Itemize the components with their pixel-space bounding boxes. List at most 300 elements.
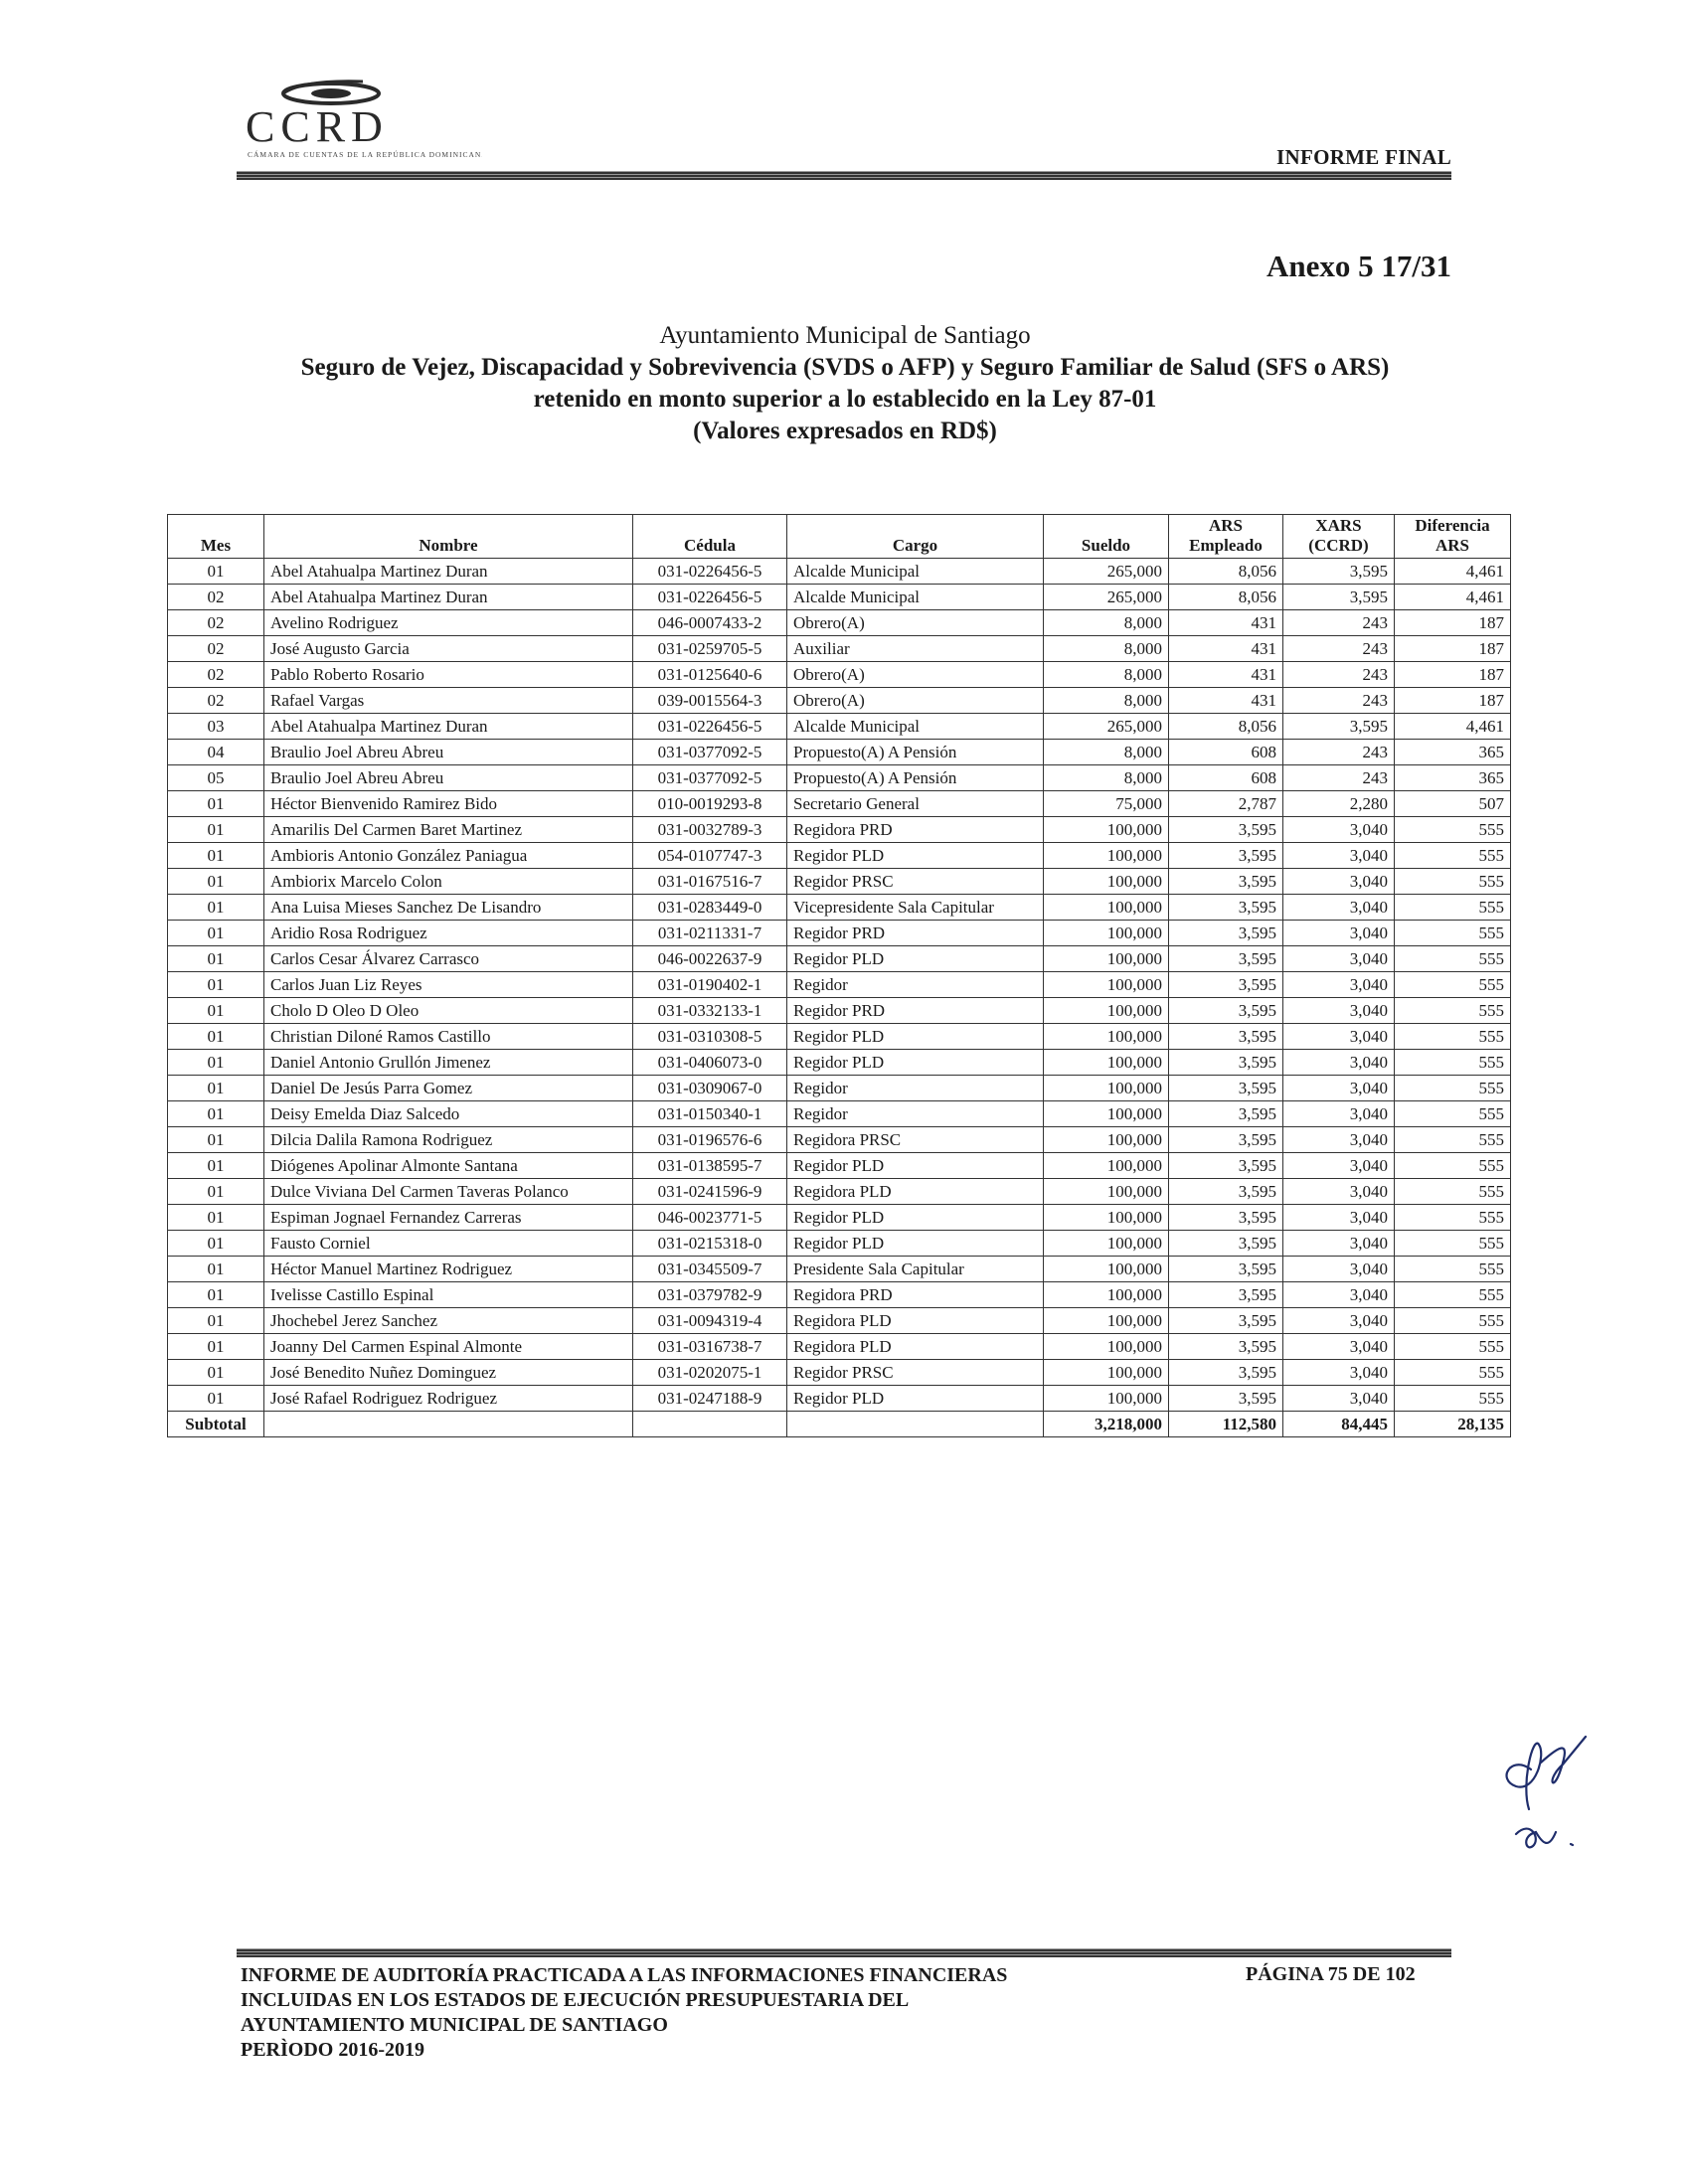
cell-sueldo: 100,000 <box>1044 1386 1169 1412</box>
cell-ars: 3,595 <box>1169 1231 1283 1257</box>
cell-xars: 3,040 <box>1283 1205 1395 1231</box>
cell-xars: 3,040 <box>1283 998 1395 1024</box>
cell-sueldo: 100,000 <box>1044 1334 1169 1360</box>
cell-dif: 555 <box>1395 1334 1511 1360</box>
cell-xars: 3,040 <box>1283 1153 1395 1179</box>
table-row <box>168 1153 1511 1179</box>
cell-nombre: Ivelisse Castillo Espinal <box>264 1282 633 1308</box>
cell-xars: 3,595 <box>1283 585 1395 610</box>
cell-mes: 01 <box>168 972 264 998</box>
cell-xars: 243 <box>1283 765 1395 791</box>
cell-sueldo: 100,000 <box>1044 1360 1169 1386</box>
subtotal-label: Subtotal <box>168 1412 264 1437</box>
cell-ars: 3,595 <box>1169 1308 1283 1334</box>
cell-nombre: Abel Atahualpa Martinez Duran <box>264 585 633 610</box>
cell-cedula: 054-0107747-3 <box>633 843 787 869</box>
cell-ars: 3,595 <box>1169 1179 1283 1205</box>
cell-nombre: José Augusto Garcia <box>264 636 633 662</box>
cell-cargo: Regidor PLD <box>787 1050 1044 1076</box>
table-row <box>168 1205 1511 1231</box>
cell-cargo: Regidor PRSC <box>787 1360 1044 1386</box>
cell-xars: 243 <box>1283 740 1395 765</box>
cell-nombre: Carlos Juan Liz Reyes <box>264 972 633 998</box>
table-row <box>168 1308 1511 1334</box>
handwritten-signature <box>1491 1725 1601 1874</box>
cell-cargo: Regidora PLD <box>787 1334 1044 1360</box>
units-title: (Valores expresados en RD$) <box>693 418 997 444</box>
table-row <box>168 817 1511 843</box>
cell-cedula: 031-0309067-0 <box>633 1076 787 1101</box>
cell-cedula: 046-0022637-9 <box>633 946 787 972</box>
header-xars: XARS (CCRD) <box>1283 515 1395 559</box>
cell-sueldo: 100,000 <box>1044 1153 1169 1179</box>
cell-ars: 3,595 <box>1169 1127 1283 1153</box>
cell-nombre: Jhochebel Jerez Sanchez <box>264 1308 633 1334</box>
header-mes: Mes <box>168 515 264 559</box>
table-row <box>168 740 1511 765</box>
cell-ars: 3,595 <box>1169 895 1283 921</box>
cell-ars: 3,595 <box>1169 1257 1283 1282</box>
cell-mes: 01 <box>168 1308 264 1334</box>
cell-mes: 02 <box>168 688 264 714</box>
cell-dif: 555 <box>1395 946 1511 972</box>
cell-ars: 8,056 <box>1169 714 1283 740</box>
cell-mes: 01 <box>168 1231 264 1257</box>
cell-mes: 01 <box>168 1360 264 1386</box>
cell-xars: 3,040 <box>1283 817 1395 843</box>
cell-cedula: 046-0007433-2 <box>633 610 787 636</box>
cell-cedula: 031-0283449-0 <box>633 895 787 921</box>
subtotal-sueldo: 3,218,000 <box>1044 1412 1169 1437</box>
cell-mes: 03 <box>168 714 264 740</box>
cell-xars: 3,040 <box>1283 1179 1395 1205</box>
cell-sueldo: 265,000 <box>1044 585 1169 610</box>
table-row <box>168 1050 1511 1076</box>
cell-cedula: 031-0190402-1 <box>633 972 787 998</box>
table-row <box>168 895 1511 921</box>
cell-cedula: 031-0226456-5 <box>633 714 787 740</box>
cell-cargo: Regidor PRSC <box>787 869 1044 895</box>
cell-sueldo: 8,000 <box>1044 740 1169 765</box>
cell-mes: 01 <box>168 1257 264 1282</box>
cell-cedula: 031-0259705-5 <box>633 636 787 662</box>
cell-cargo: Regidora PLD <box>787 1179 1044 1205</box>
cell-nombre: Braulio Joel Abreu Abreu <box>264 765 633 791</box>
table-header-row <box>168 515 1511 559</box>
table-row <box>168 1257 1511 1282</box>
annex-number: Anexo 5 17/31 <box>1266 249 1451 283</box>
cell-nombre: Espiman Jognael Fernandez Carreras <box>264 1205 633 1231</box>
cell-nombre: Héctor Manuel Martinez Rodriguez <box>264 1257 633 1282</box>
cell-sueldo: 75,000 <box>1044 791 1169 817</box>
table-row <box>168 714 1511 740</box>
subtotal-dif: 28,135 <box>1395 1412 1511 1437</box>
table-row <box>168 636 1511 662</box>
cell-nombre: Abel Atahualpa Martinez Duran <box>264 559 633 585</box>
cell-nombre: Dilcia Dalila Ramona Rodriguez <box>264 1127 633 1153</box>
header-diferencia: Diferencia ARS <box>1395 515 1511 559</box>
cell-dif: 4,461 <box>1395 714 1511 740</box>
cell-cedula: 031-0377092-5 <box>633 740 787 765</box>
cell-nombre: Héctor Bienvenido Ramirez Bido <box>264 791 633 817</box>
table-row <box>168 791 1511 817</box>
cell-cargo: Obrero(A) <box>787 610 1044 636</box>
table-row <box>168 765 1511 791</box>
cell-sueldo: 265,000 <box>1044 714 1169 740</box>
table-row <box>168 1101 1511 1127</box>
table-row <box>168 1024 1511 1050</box>
cell-dif: 555 <box>1395 1101 1511 1127</box>
cell-cedula: 031-0167516-7 <box>633 869 787 895</box>
cell-cargo: Regidor PLD <box>787 843 1044 869</box>
logo-text: CCRD <box>246 102 389 151</box>
table-row <box>168 843 1511 869</box>
cell-xars: 3,040 <box>1283 1282 1395 1308</box>
cell-cargo: Regidor PRD <box>787 998 1044 1024</box>
cell-cargo: Auxiliar <box>787 636 1044 662</box>
subtotal-xars: 84,445 <box>1283 1412 1395 1437</box>
cell-mes: 01 <box>168 1127 264 1153</box>
cell-xars: 243 <box>1283 636 1395 662</box>
table-row <box>168 1360 1511 1386</box>
cell-mes: 01 <box>168 1282 264 1308</box>
cell-nombre: Dulce Viviana Del Carmen Taveras Polanco <box>264 1179 633 1205</box>
cell-cargo: Regidor PLD <box>787 1024 1044 1050</box>
cell-cargo: Obrero(A) <box>787 688 1044 714</box>
cell-cedula: 046-0023771-5 <box>633 1205 787 1231</box>
cell-dif: 555 <box>1395 921 1511 946</box>
table-row <box>168 946 1511 972</box>
cell-ars: 608 <box>1169 765 1283 791</box>
cell-cedula: 031-0032789-3 <box>633 817 787 843</box>
cell-sueldo: 100,000 <box>1044 1127 1169 1153</box>
cell-cedula: 031-0316738-7 <box>633 1334 787 1360</box>
cell-nombre: Amarilis Del Carmen Baret Martinez <box>264 817 633 843</box>
cell-xars: 3,040 <box>1283 1386 1395 1412</box>
cell-cargo: Regidor <box>787 972 1044 998</box>
cell-cargo: Regidor <box>787 1101 1044 1127</box>
cell-mes: 01 <box>168 1386 264 1412</box>
cell-sueldo: 265,000 <box>1044 559 1169 585</box>
cell-ars: 3,595 <box>1169 1153 1283 1179</box>
cell-dif: 4,461 <box>1395 559 1511 585</box>
cell-cedula: 031-0377092-5 <box>633 765 787 791</box>
condition-title: retenido en monto superior a lo establecido en la Ley 87-01 <box>533 386 1157 413</box>
cell-ars: 431 <box>1169 662 1283 688</box>
retention-table <box>167 514 1511 1437</box>
cell-nombre: Daniel De Jesús Parra Gomez <box>264 1076 633 1101</box>
cell-cedula: 031-0138595-7 <box>633 1153 787 1179</box>
cell-cargo: Secretario General <box>787 791 1044 817</box>
cell-ars: 8,056 <box>1169 559 1283 585</box>
cell-cargo: Vicepresidente Sala Capitular <box>787 895 1044 921</box>
table-row <box>168 688 1511 714</box>
cell-sueldo: 8,000 <box>1044 610 1169 636</box>
table-row <box>168 610 1511 636</box>
cell-nombre: Daniel Antonio Grullón Jimenez <box>264 1050 633 1076</box>
table-row <box>168 559 1511 585</box>
cell-dif: 187 <box>1395 662 1511 688</box>
table-row <box>168 662 1511 688</box>
table-row <box>168 1127 1511 1153</box>
cell-ars: 3,595 <box>1169 1205 1283 1231</box>
cell-xars: 243 <box>1283 662 1395 688</box>
cell-cedula: 039-0015564-3 <box>633 688 787 714</box>
cell-ars: 3,595 <box>1169 869 1283 895</box>
table-row <box>168 1076 1511 1101</box>
cell-cargo: Regidor <box>787 1076 1044 1101</box>
cell-ars: 608 <box>1169 740 1283 765</box>
cell-mes: 01 <box>168 1050 264 1076</box>
cell-mes: 01 <box>168 559 264 585</box>
cell-dif: 555 <box>1395 1179 1511 1205</box>
cell-cargo: Presidente Sala Capitular <box>787 1257 1044 1282</box>
cell-cargo: Regidor PLD <box>787 1153 1044 1179</box>
cell-dif: 555 <box>1395 1308 1511 1334</box>
cell-ars: 3,595 <box>1169 1101 1283 1127</box>
cell-xars: 243 <box>1283 610 1395 636</box>
cell-mes: 01 <box>168 998 264 1024</box>
cell-cedula: 031-0202075-1 <box>633 1360 787 1386</box>
cell-cedula: 031-0226456-5 <box>633 559 787 585</box>
cell-nombre: Abel Atahualpa Martinez Duran <box>264 714 633 740</box>
cell-sueldo: 100,000 <box>1044 817 1169 843</box>
cell-xars: 3,040 <box>1283 972 1395 998</box>
footer-report-title <box>241 1963 1007 2063</box>
cell-mes: 02 <box>168 610 264 636</box>
cell-mes: 01 <box>168 921 264 946</box>
cell-dif: 555 <box>1395 1231 1511 1257</box>
cell-nombre: Rafael Vargas <box>264 688 633 714</box>
cell-xars: 3,040 <box>1283 946 1395 972</box>
cell-nombre: Fausto Corniel <box>264 1231 633 1257</box>
cell-dif: 555 <box>1395 1205 1511 1231</box>
cell-sueldo: 100,000 <box>1044 998 1169 1024</box>
cell-sueldo: 100,000 <box>1044 1076 1169 1101</box>
cell-mes: 01 <box>168 946 264 972</box>
header-cargo: Cargo <box>787 515 1044 559</box>
header-rule <box>237 171 1451 180</box>
table-row <box>168 1282 1511 1308</box>
cell-ars: 431 <box>1169 636 1283 662</box>
cell-xars: 3,040 <box>1283 895 1395 921</box>
report-label: INFORME FINAL <box>1276 145 1451 169</box>
cell-nombre: Carlos Cesar Álvarez Carrasco <box>264 946 633 972</box>
cell-cargo: Regidor PLD <box>787 1386 1044 1412</box>
cell-cargo: Regidora PRD <box>787 817 1044 843</box>
table-row <box>168 1231 1511 1257</box>
footer-line-1: INFORME DE AUDITORÍA PRACTICADA A LAS INFORMACIONES FINANCIERAS <box>241 1964 1008 1986</box>
cell-sueldo: 100,000 <box>1044 1308 1169 1334</box>
cell-mes: 01 <box>168 1179 264 1205</box>
cell-xars: 3,040 <box>1283 1360 1395 1386</box>
cell-mes: 02 <box>168 585 264 610</box>
footer-line-4: PERÌODO 2016-2019 <box>241 2039 424 2061</box>
table-row <box>168 1179 1511 1205</box>
cell-mes: 01 <box>168 1076 264 1101</box>
cell-sueldo: 8,000 <box>1044 662 1169 688</box>
cell-cargo: Regidor PLD <box>787 1205 1044 1231</box>
cell-dif: 555 <box>1395 1076 1511 1101</box>
cell-dif: 555 <box>1395 998 1511 1024</box>
cell-dif: 555 <box>1395 1360 1511 1386</box>
cell-sueldo: 100,000 <box>1044 1024 1169 1050</box>
cell-cedula: 031-0196576-6 <box>633 1127 787 1153</box>
cell-dif: 555 <box>1395 1282 1511 1308</box>
cell-ars: 3,595 <box>1169 817 1283 843</box>
cell-dif: 555 <box>1395 869 1511 895</box>
cell-dif: 555 <box>1395 895 1511 921</box>
cell-nombre: Joanny Del Carmen Espinal Almonte <box>264 1334 633 1360</box>
cell-sueldo: 100,000 <box>1044 1179 1169 1205</box>
table-row <box>168 972 1511 998</box>
cell-xars: 3,040 <box>1283 1231 1395 1257</box>
cell-xars: 3,040 <box>1283 1257 1395 1282</box>
cell-cedula: 031-0215318-0 <box>633 1231 787 1257</box>
cell-nombre: Ana Luisa Mieses Sanchez De Lisandro <box>264 895 633 921</box>
cell-cargo: Alcalde Municipal <box>787 714 1044 740</box>
cell-cedula: 031-0125640-6 <box>633 662 787 688</box>
page-number: PÁGINA 75 DE 102 <box>1246 1963 1416 1985</box>
cell-ars: 3,595 <box>1169 1282 1283 1308</box>
footer-rule <box>237 1948 1451 1957</box>
cell-nombre: Ambioris Antonio González Paniagua <box>264 843 633 869</box>
cell-dif: 187 <box>1395 636 1511 662</box>
cell-sueldo: 100,000 <box>1044 1101 1169 1127</box>
cell-xars: 3,040 <box>1283 1076 1395 1101</box>
table-row <box>168 998 1511 1024</box>
table-row <box>168 921 1511 946</box>
cell-cargo: Regidora PRSC <box>787 1127 1044 1153</box>
cell-mes: 02 <box>168 636 264 662</box>
cell-mes: 01 <box>168 843 264 869</box>
cell-dif: 555 <box>1395 1024 1511 1050</box>
subtotal-row <box>168 1412 1511 1437</box>
table-row <box>168 1334 1511 1360</box>
cell-xars: 3,040 <box>1283 1127 1395 1153</box>
cell-dif: 4,461 <box>1395 585 1511 610</box>
cell-nombre: Diógenes Apolinar Almonte Santana <box>264 1153 633 1179</box>
cell-mes: 01 <box>168 1101 264 1127</box>
subject-title: Seguro de Vejez, Discapacidad y Sobrevivencia (SVDS o AFP) y Seguro Familiar de Salud (SFS o ARS) <box>300 354 1390 381</box>
cell-sueldo: 100,000 <box>1044 972 1169 998</box>
cell-ars: 3,595 <box>1169 1334 1283 1360</box>
cell-sueldo: 100,000 <box>1044 1050 1169 1076</box>
cell-ars: 3,595 <box>1169 998 1283 1024</box>
cell-cargo: Regidor PRD <box>787 921 1044 946</box>
cell-nombre: Pablo Roberto Rosario <box>264 662 633 688</box>
cell-nombre: Cholo D Oleo D Oleo <box>264 998 633 1024</box>
cell-ars: 2,787 <box>1169 791 1283 817</box>
cell-dif: 555 <box>1395 972 1511 998</box>
cell-ars: 3,595 <box>1169 1076 1283 1101</box>
cell-ars: 431 <box>1169 610 1283 636</box>
cell-ars: 431 <box>1169 688 1283 714</box>
cell-mes: 01 <box>168 869 264 895</box>
cell-cargo: Propuesto(A) A Pensión <box>787 740 1044 765</box>
cell-mes: 01 <box>168 791 264 817</box>
cell-ars: 3,595 <box>1169 946 1283 972</box>
cell-cedula: 031-0332133-1 <box>633 998 787 1024</box>
cell-dif: 365 <box>1395 765 1511 791</box>
logo-subtitle: CÁMARA DE CUENTAS DE LA REPÚBLICA DOMINICANA <box>248 150 482 159</box>
cell-sueldo: 100,000 <box>1044 1282 1169 1308</box>
cell-cedula: 010-0019293-8 <box>633 791 787 817</box>
cell-cedula: 031-0379782-9 <box>633 1282 787 1308</box>
cell-mes: 05 <box>168 765 264 791</box>
cell-dif: 555 <box>1395 1127 1511 1153</box>
cell-dif: 555 <box>1395 1257 1511 1282</box>
cell-dif: 555 <box>1395 843 1511 869</box>
cell-dif: 507 <box>1395 791 1511 817</box>
cell-xars: 3,040 <box>1283 1101 1395 1127</box>
cell-sueldo: 100,000 <box>1044 843 1169 869</box>
cell-cargo: Regidor PLD <box>787 1231 1044 1257</box>
cell-cedula: 031-0345509-7 <box>633 1257 787 1282</box>
cell-xars: 3,595 <box>1283 559 1395 585</box>
cell-nombre: Avelino Rodriguez <box>264 610 633 636</box>
cell-dif: 555 <box>1395 817 1511 843</box>
ccrd-logo <box>244 72 482 171</box>
cell-ars: 3,595 <box>1169 1386 1283 1412</box>
cell-sueldo: 100,000 <box>1044 895 1169 921</box>
cell-sueldo: 100,000 <box>1044 1231 1169 1257</box>
cell-dif: 187 <box>1395 610 1511 636</box>
footer-line-3: AYUNTAMIENTO MUNICIPAL DE SANTIAGO <box>241 2014 668 2036</box>
cell-xars: 3,040 <box>1283 921 1395 946</box>
header-sueldo: Sueldo <box>1044 515 1169 559</box>
header-nombre: Nombre <box>264 515 633 559</box>
cell-sueldo: 8,000 <box>1044 636 1169 662</box>
cell-cedula: 031-0094319-4 <box>633 1308 787 1334</box>
cell-mes: 01 <box>168 895 264 921</box>
cell-xars: 3,040 <box>1283 1050 1395 1076</box>
cell-nombre: Braulio Joel Abreu Abreu <box>264 740 633 765</box>
cell-sueldo: 100,000 <box>1044 1205 1169 1231</box>
cell-xars: 3,040 <box>1283 1308 1395 1334</box>
cell-xars: 3,040 <box>1283 843 1395 869</box>
cell-cargo: Regidora PLD <box>787 1308 1044 1334</box>
header-ars-empleado: ARS Empleado <box>1169 515 1283 559</box>
cell-ars: 3,595 <box>1169 1360 1283 1386</box>
cell-mes: 01 <box>168 1205 264 1231</box>
cell-cedula: 031-0211331-7 <box>633 921 787 946</box>
footer-line-2: INCLUIDAS EN LOS ESTADOS DE EJECUCIÓN PRESUPUESTARIA DEL <box>241 1989 910 2011</box>
cell-cedula: 031-0241596-9 <box>633 1179 787 1205</box>
cell-sueldo: 100,000 <box>1044 869 1169 895</box>
entity-title: Ayuntamiento Municipal de Santiago <box>659 322 1031 349</box>
cell-cedula: 031-0406073-0 <box>633 1050 787 1076</box>
cell-ars: 3,595 <box>1169 1050 1283 1076</box>
cell-sueldo: 100,000 <box>1044 1257 1169 1282</box>
cell-cargo: Regidora PRD <box>787 1282 1044 1308</box>
cell-dif: 555 <box>1395 1050 1511 1076</box>
header-cedula: Cédula <box>633 515 787 559</box>
cell-sueldo: 8,000 <box>1044 688 1169 714</box>
document-titles <box>199 320 1491 447</box>
table-row <box>168 1386 1511 1412</box>
cell-cedula: 031-0150340-1 <box>633 1101 787 1127</box>
cell-nombre: Aridio Rosa Rodriguez <box>264 921 633 946</box>
cell-dif: 187 <box>1395 688 1511 714</box>
cell-cargo: Alcalde Municipal <box>787 559 1044 585</box>
cell-nombre: José Benedito Nuñez Dominguez <box>264 1360 633 1386</box>
table-row <box>168 869 1511 895</box>
cell-ars: 3,595 <box>1169 843 1283 869</box>
cell-cargo: Alcalde Municipal <box>787 585 1044 610</box>
cell-xars: 3,040 <box>1283 1334 1395 1360</box>
cell-mes: 01 <box>168 1024 264 1050</box>
